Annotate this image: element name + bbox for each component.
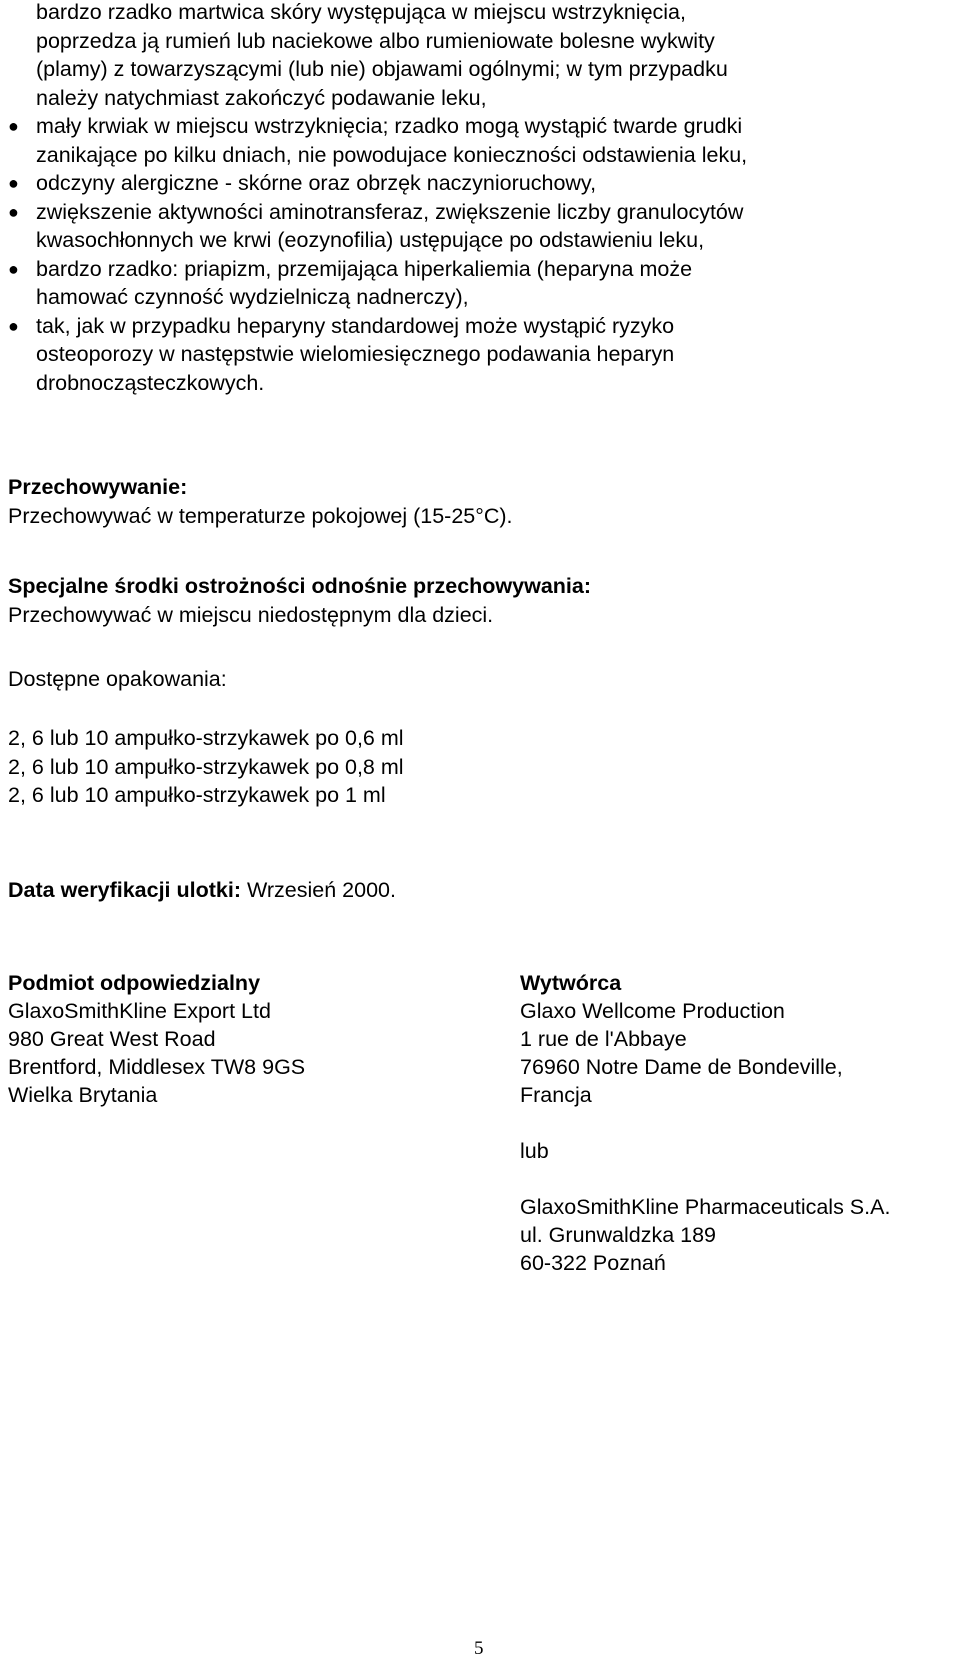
manufacturer: [520, 969, 890, 1277]
verification-date: [8, 876, 396, 905]
address-line: 60-322 Poznań: [520, 1251, 666, 1275]
list-item: 2, 6 lub 10 ampułko-strzykawek po 0,6 ml: [8, 726, 404, 750]
list-item: kwasochłonnych we krwi (eozynofilia) ustępujące po odstawieniu leku,: [36, 228, 705, 252]
or-separator: lub: [520, 1139, 549, 1163]
manufacturer-heading: Wytwórca: [520, 971, 622, 995]
list-item: ● tak, jak w przypadku heparyny standardowej może wystąpić ryzyko: [8, 312, 958, 341]
list-item: poprzedza ją rumień lub naciekowe albo rumieniowate bolesne wykwity: [36, 28, 715, 53]
list-item: bardzo rzadko martwica skóry występująca w miejscu wstrzyknięcia,: [36, 0, 686, 24]
adverse-effects-list: [8, 0, 958, 397]
precautions-text: Przechowywać w miejscu niedostępnym dla dzieci.: [8, 602, 494, 627]
list-item: zanikające po kilku dniach, nie powodujace konieczności odstawienia leku,: [36, 142, 748, 167]
address-line: ul. Grunwaldzka 189: [520, 1223, 716, 1247]
address-line: 980 Great West Road: [8, 1027, 216, 1051]
packages-list: [8, 724, 404, 810]
verification-value: Wrzesień 2000.: [246, 878, 396, 902]
storage-section: [8, 473, 513, 530]
address-line: Brentford, Middlesex TW8 9GS: [8, 1055, 306, 1079]
list-item: ● mały krwiak w miejscu wstrzyknięcia; rzadko mogą wystąpić twarde grudki: [8, 112, 958, 141]
address-line: Wielka Brytania: [8, 1083, 158, 1107]
verification-label: Data weryfikacji ulotki:: [8, 878, 241, 902]
list-item: należy natychmiast zakończyć podawanie leku,: [36, 85, 487, 110]
bullet-icon: ●: [8, 116, 19, 136]
list-item: hamować czynność wydzielniczą nadnerczy),: [36, 285, 469, 309]
bullet-icon: ●: [8, 173, 19, 193]
responsible-entity: [8, 969, 305, 1109]
precautions-section: [8, 572, 591, 629]
list-item: osteoporozy w następstwie wielomiesięcznego podawania heparyn: [36, 342, 675, 366]
address-line: GlaxoSmithKline Export Ltd: [8, 999, 271, 1023]
address-line: Glaxo Wellcome Production: [520, 999, 785, 1023]
responsible-heading: Podmiot odpowiedzialny: [8, 971, 261, 995]
bullet-icon: ●: [8, 258, 19, 279]
address-line: 1 rue de l'Abbaye: [520, 1027, 687, 1051]
list-item: 2, 6 lub 10 ampułko-strzykawek po 1 ml: [8, 783, 386, 807]
storage-heading: Przechowywanie:: [8, 475, 188, 499]
list-item: (plamy) z towarzyszącymi (lub nie) objawami ogólnymi; w tym przypadku: [36, 57, 728, 81]
storage-text: Przechowywać w temperaturze pokojowej (15-25°C).: [8, 503, 513, 528]
page-number: 5: [474, 1638, 484, 1659]
list-item: ● odczyny alergiczne - skórne oraz obrzęk naczynioruchowy,: [8, 169, 958, 198]
bullet-icon: ●: [8, 201, 19, 222]
precautions-heading: Specjalne środki ostrożności odnośnie przechowywania:: [8, 574, 592, 598]
list-item: 2, 6 lub 10 ampułko-strzykawek po 0,8 ml: [8, 754, 404, 779]
address-line: Francja: [520, 1083, 592, 1107]
packages-heading: Dostępne opakowania:: [8, 667, 227, 691]
address-line: 76960 Notre Dame de Bondeville,: [520, 1055, 843, 1079]
list-item: ● bardzo rzadko: priapizm, przemijająca hiperkaliemia (heparyna może: [8, 255, 958, 284]
list-item: ● zwiększenie aktywności aminotransferaz, zwiększenie liczby granulocytów: [8, 198, 958, 227]
list-item: drobnocząsteczkowych.: [36, 370, 265, 395]
address-line: GlaxoSmithKline Pharmaceuticals S.A.: [520, 1195, 891, 1219]
bullet-icon: ●: [8, 315, 19, 336]
